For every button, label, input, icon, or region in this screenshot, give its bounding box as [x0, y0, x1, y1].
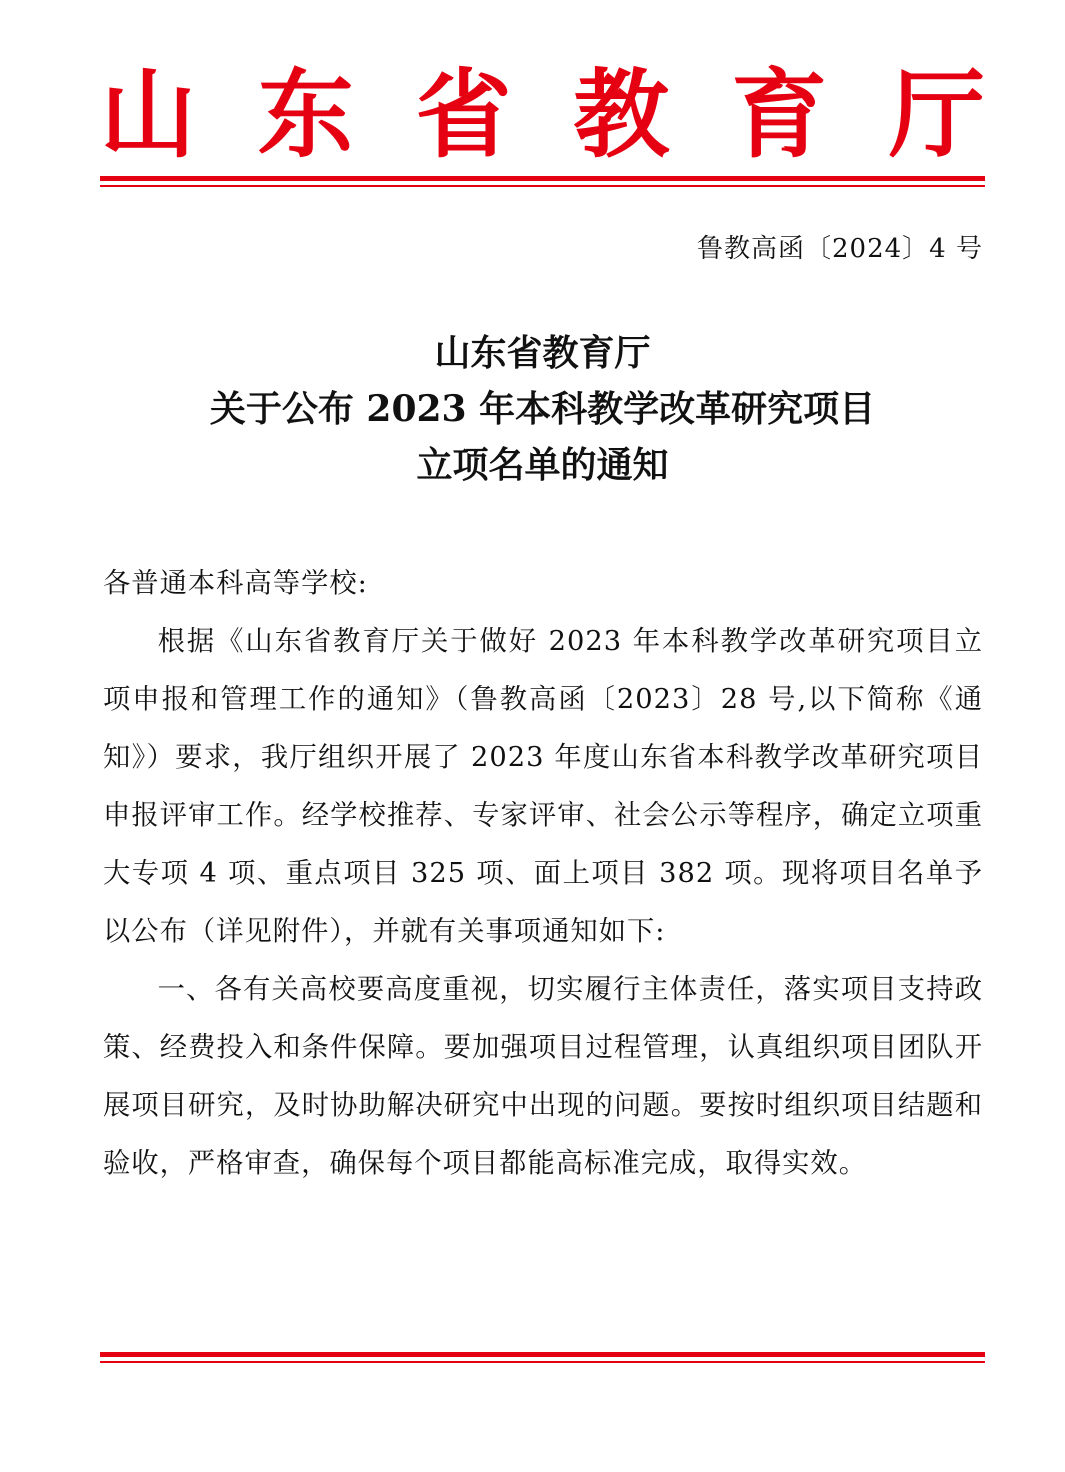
document-number: 鲁教高函〔2024〕4 号: [697, 234, 983, 264]
footer-divider-thick: [100, 1352, 985, 1357]
masthead: [100, 60, 985, 170]
masthead-divider: [100, 176, 985, 187]
document-body: [103, 555, 983, 1193]
masthead-char: 厅: [888, 59, 985, 171]
masthead-char: 省: [415, 59, 512, 171]
salutation: 各普通本科高等学校:: [103, 568, 368, 599]
paragraph-intro: 根据《山东省教育厅关于做好 2023 年本科教学改革研究项目立项申报和管理工作的通知》（鲁教高函〔2023〕28 号,以下简称《通知》）要求，我厅组织开展了 2023 年度山东省本科教学改革研究项目申报评审工作。经学校推荐、专家评审、社会公示等程序，确定立项重大专项 4 项、重点项目 325 项、面上项目 382 项。现将项目名单予以公布（详见附件），并就有关事项通知如下:: [103, 626, 983, 947]
masthead-divider-thick: [100, 176, 985, 181]
footer-divider: [100, 1352, 985, 1363]
footer-divider-thin: [100, 1361, 985, 1363]
masthead-char: 山: [100, 59, 196, 171]
paragraph-item-1: 一、各有关高校要高度重视，切实履行主体责任，落实项目支持政策、经费投入和条件保障。要加强项目过程管理，认真组织项目团队开展项目研究，及时协助解决研究中出现的问题。要按时组织项目结题和验收，严格审查，确保每个项目都能高标准完成，取得实效。: [103, 974, 983, 1179]
masthead-divider-thin: [100, 185, 985, 187]
document-title: [100, 325, 985, 493]
title-line-1: 山东省教育厅: [434, 332, 651, 374]
masthead-char: 育: [731, 59, 828, 171]
title-line-3: 立项名单的通知: [416, 444, 669, 486]
masthead-char: 东: [257, 59, 354, 171]
masthead-char: 教: [573, 59, 670, 171]
title-line-2: 关于公布 2023 年本科教学改革研究项目: [209, 388, 876, 430]
